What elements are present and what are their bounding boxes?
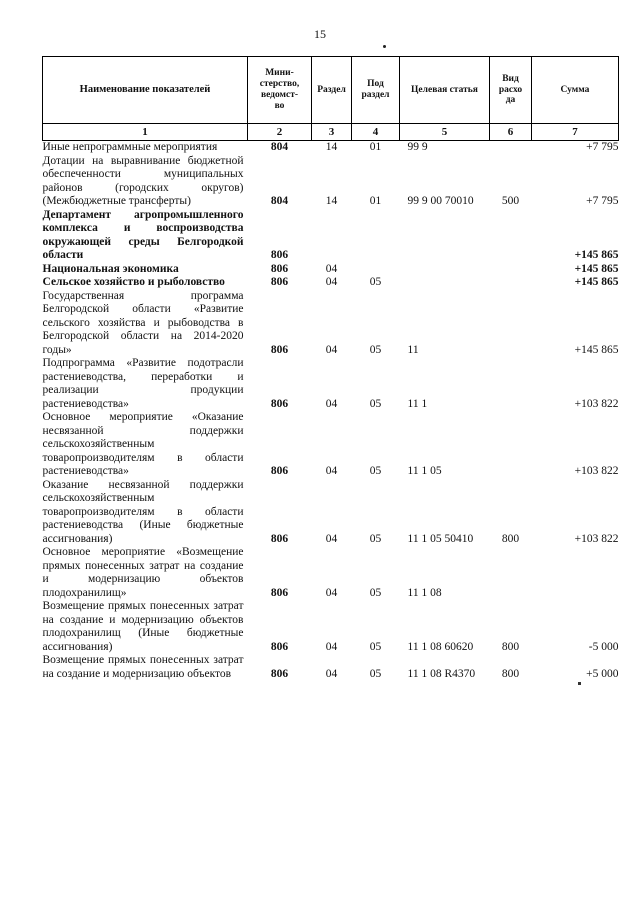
column-number: 4 <box>352 124 400 141</box>
row-sum: +145 865 <box>574 249 619 261</box>
row-ministry: 806 <box>270 397 289 410</box>
table-row <box>43 357 619 411</box>
column-number: 7 <box>532 124 619 141</box>
table-row <box>43 141 619 155</box>
column-number: 5 <box>400 124 490 141</box>
column-number: 6 <box>490 124 532 141</box>
row-name: Иные непрограммные мероприятия <box>42 141 218 153</box>
row-sum: +145 865 <box>574 343 619 356</box>
row-section: 04 <box>325 397 338 410</box>
row-target: 99 9 <box>407 141 428 153</box>
row-expense-type <box>490 290 532 358</box>
row-expense-type <box>490 276 532 290</box>
row-expense-type <box>490 357 532 411</box>
row-subsection: 05 <box>369 465 382 477</box>
row-expense-type <box>490 263 532 277</box>
table-row <box>43 600 619 654</box>
row-target: 11 <box>407 343 419 356</box>
table-row <box>43 546 619 600</box>
column-number: 2 <box>248 124 312 141</box>
header-section: Раздел <box>312 57 352 124</box>
budget-table <box>42 56 619 681</box>
row-name: Возмещение прямых понесенных затрат на создание и модернизацию объектов <box>42 654 244 680</box>
row-sum: +103 822 <box>574 397 619 410</box>
row-section: 04 <box>325 465 338 477</box>
column-number-row <box>43 124 619 141</box>
row-subsection: 05 <box>369 586 382 599</box>
table-row <box>43 209 619 263</box>
row-sum: +7 795 <box>586 141 619 153</box>
row-target <box>400 263 490 277</box>
table-row <box>43 155 619 209</box>
row-subsection: 01 <box>369 141 382 153</box>
row-section: 14 <box>325 141 338 153</box>
header-row <box>43 57 619 124</box>
table-row <box>43 290 619 358</box>
table-row <box>43 276 619 290</box>
row-ministry: 806 <box>270 262 289 275</box>
row-section: 04 <box>325 262 338 275</box>
row-section: 04 <box>325 343 338 356</box>
header-ministry: Мини- стерство, ведомст- во <box>248 57 312 124</box>
row-sum: +7 795 <box>586 195 619 207</box>
column-number: 1 <box>43 124 248 141</box>
row-target <box>400 209 490 263</box>
row-expense-type: 800 <box>501 532 520 545</box>
row-name: Национальная экономика <box>42 262 179 275</box>
row-name: Оказание несвязанной поддержки сельскохозяйственным товаропроизводителям в области растениеводства (Иные бюджетные ассигнования) <box>42 478 244 545</box>
header-sum: Сумма <box>532 57 619 124</box>
header-subsection: Под раздел <box>352 57 400 124</box>
row-ministry: 804 <box>270 195 289 207</box>
row-section: 04 <box>325 640 338 653</box>
row-ministry: 806 <box>270 249 289 261</box>
table-row <box>43 411 619 479</box>
row-subsection: 05 <box>369 667 382 680</box>
row-sum: +103 822 <box>574 465 619 477</box>
row-name: Основное мероприятие «Оказание несвязанной поддержки сельскохозяйственным товаропроизводителям в области растениеводства» <box>42 411 244 477</box>
row-expense-type: 500 <box>501 195 520 207</box>
table-row <box>43 654 619 681</box>
table-body <box>43 141 619 682</box>
table-row <box>43 263 619 277</box>
row-sum <box>532 546 619 600</box>
row-ministry: 806 <box>270 343 289 356</box>
row-name: Возмещение прямых понесенных затрат на создание и модернизацию объектов плодохранилищ (Иные бюджетные ассигнования) <box>42 600 244 653</box>
row-subsection: 05 <box>369 397 382 410</box>
row-name: Сельское хозяйство и рыболовство <box>42 276 225 288</box>
row-section: 04 <box>325 586 338 599</box>
row-target: 99 9 00 70010 <box>407 195 474 207</box>
row-target: 11 1 05 50410 <box>407 532 474 545</box>
row-ministry: 806 <box>270 586 289 599</box>
header-name: Наименование показателей <box>43 57 248 124</box>
table-row <box>43 479 619 547</box>
column-number: 3 <box>312 124 352 141</box>
row-target: 11 1 08 <box>407 586 442 599</box>
row-section: 14 <box>325 195 338 207</box>
row-subsection: 05 <box>369 532 382 545</box>
row-target: 11 1 08 R4370 <box>407 667 476 680</box>
page-number: 15 <box>314 27 326 41</box>
row-sum: +145 865 <box>574 262 619 275</box>
scan-speck <box>383 45 386 48</box>
row-sum: -5 000 <box>588 640 619 653</box>
row-ministry: 806 <box>270 532 289 545</box>
row-subsection: 05 <box>369 276 382 288</box>
row-ministry: 806 <box>270 640 289 653</box>
row-expense-type: 800 <box>501 640 520 653</box>
row-name: Подпрограмма «Развитие подотрасли растениеводства, переработки и реализации продукции растениеводства» <box>42 357 244 410</box>
row-ministry: 806 <box>270 276 289 288</box>
row-expense-type <box>490 546 532 600</box>
row-name: Дотации на выравнивание бюджетной обеспеченности муниципальных районов (городских округов) (Межбюджетные трансферты) <box>42 154 244 207</box>
scan-mark <box>578 682 581 685</box>
row-target: 11 1 08 60620 <box>407 640 474 653</box>
row-section: 04 <box>325 667 338 680</box>
row-name: Департамент агропромышленного комплекса и воспроизводства окружающей среды Белгородкой области <box>42 208 244 261</box>
row-expense-type <box>490 209 532 263</box>
row-subsection: 05 <box>369 343 382 356</box>
row-sum: +103 822 <box>574 532 619 545</box>
row-subsection <box>352 209 400 263</box>
row-expense-type: 800 <box>501 667 520 680</box>
row-section: 04 <box>325 532 338 545</box>
header-expense-type: Вид расхо да <box>490 57 532 124</box>
row-subsection: 01 <box>369 195 382 207</box>
row-target: 11 1 <box>407 397 428 410</box>
row-expense-type <box>490 141 532 155</box>
row-ministry: 806 <box>270 667 289 680</box>
row-target: 11 1 05 <box>407 465 442 477</box>
row-subsection: 05 <box>369 640 382 653</box>
row-ministry: 804 <box>270 141 289 153</box>
row-section <box>312 209 352 263</box>
row-name: Основное мероприятие «Возмещение прямых понесенных затрат на создание и модернизацию объектов плодохранилищ» <box>42 546 244 599</box>
row-target <box>400 276 490 290</box>
row-section: 04 <box>325 276 338 288</box>
row-sum: +145 865 <box>574 276 619 288</box>
row-sum: +5 000 <box>586 667 619 680</box>
row-name: Государственная программа Белгородской области «Развитие сельского хозяйства и рыбоводства в Белгородской области на 2014-2020 годы» <box>42 289 244 356</box>
row-ministry: 806 <box>270 465 289 477</box>
row-subsection <box>352 263 400 277</box>
header-target: Целевая статья <box>400 57 490 124</box>
row-expense-type <box>490 411 532 479</box>
